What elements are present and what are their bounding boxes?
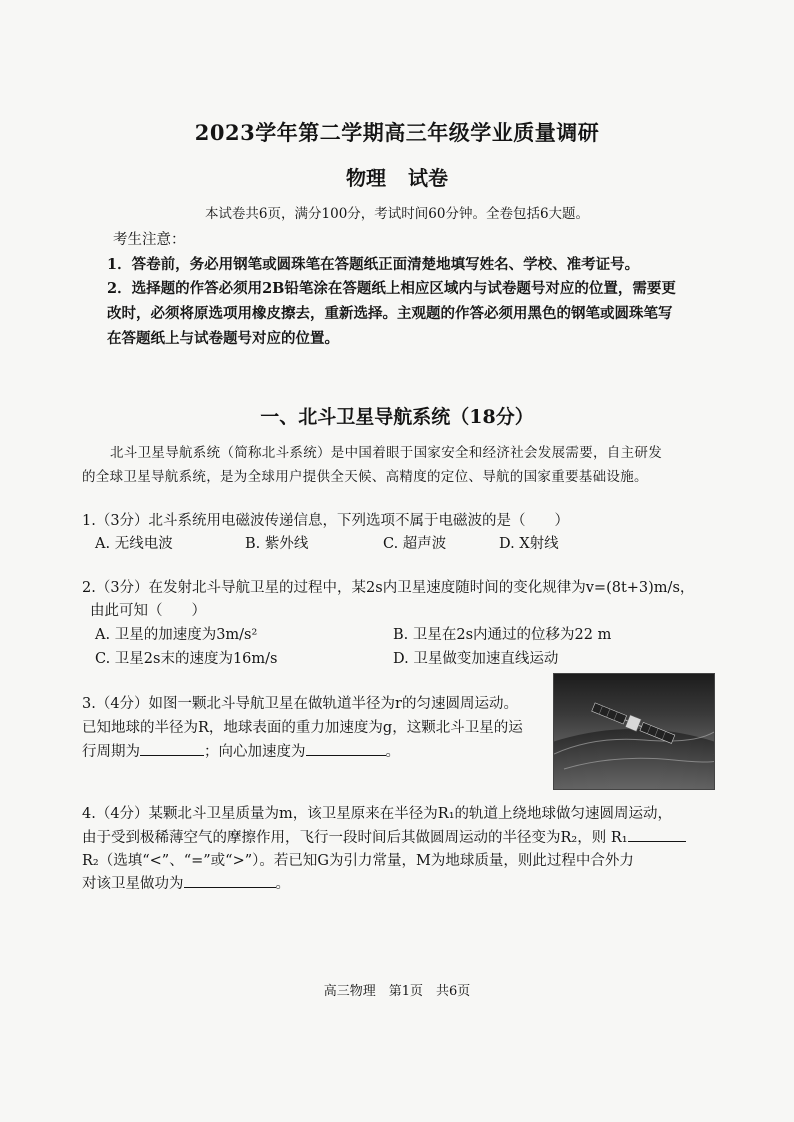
notice-line-3: 改时，必须将原选项用橡皮擦去，重新选择。主观题的作答必须用黑色的钢笔或圆珠笔写 xyxy=(107,305,673,322)
q3-text-a: 行周期为 xyxy=(82,744,140,760)
q3-line-2: 已知地球的半径为R，地球表面的重力加速度为g，这颗北斗卫星的运 xyxy=(82,720,523,736)
satellite-illustration xyxy=(554,674,714,789)
page-footer: 高三物理 第1页 共6页 xyxy=(323,984,471,999)
q2-option-b: B. 卫星在2s内通过的位移为22 m xyxy=(393,627,612,643)
q1-option-d: D. X射线 xyxy=(499,536,559,552)
q4-line-1: 4.（4分）某颗北斗卫星质量为m，该卫星原来在半径为R₁的轨道上绕地球做匀速圆周运动， xyxy=(82,806,673,822)
notice-line-1: 1．答卷前，务必用钢笔或圆珠笔在答题纸正面清楚地填写姓名、学校、准考证号。 xyxy=(107,256,640,273)
q3-line-1: 3.（4分）如图一颗北斗导航卫星在做轨道半径为r的匀速圆周运动。 xyxy=(82,696,518,712)
q4-line-4 xyxy=(82,872,290,893)
q4-text-2a: 由于受到极稀薄空气的摩擦作用，飞行一段时间后其做圆周运动的半径变为R₂，则 R₁ xyxy=(82,830,628,846)
q4-text-4b: 。 xyxy=(275,876,290,892)
section-intro-1: 北斗卫星导航系统（简称北斗系统）是中国着眼于国家安全和经济社会发展需要，自主研发 xyxy=(110,445,662,461)
q2-option-c: C. 卫星2s末的速度为16m/s xyxy=(95,651,278,667)
q4-answer-blank-2[interactable] xyxy=(184,873,276,888)
notice-line-2: 2．选择题的作答必须用2B铅笔涂在答题纸上相应区域内与试卷题号对应的位置，需要更 xyxy=(107,280,676,297)
exam-title: 2023学年第二学期高三年级学业质量调研 xyxy=(194,120,600,145)
q4-text-4a: 对该卫星做功为 xyxy=(82,876,184,892)
q3-line-3 xyxy=(82,740,400,761)
exam-subtitle xyxy=(0,162,794,191)
q4-line-2 xyxy=(82,826,686,847)
q2-option-d: D. 卫星做变加速直线运动 xyxy=(393,651,559,667)
q3-text-b: ；向心加速度为 xyxy=(204,744,306,760)
q1-option-a: A. 无线电波 xyxy=(95,536,173,552)
satellite-photo xyxy=(553,673,715,790)
notice-line-4: 在答题纸上与试卷题号对应的位置。 xyxy=(107,330,339,347)
q3-answer-blank-1[interactable] xyxy=(140,741,204,756)
q4-answer-blank-1[interactable] xyxy=(628,827,686,842)
paper-label: 试卷 xyxy=(408,166,448,190)
section-intro-2: 的全球卫星导航系统，是为全球用户提供全天候、高精度的定位、导航的国家重要基础设施。 xyxy=(82,469,648,485)
q2-stem-2: 由此可知（ ） xyxy=(90,603,206,619)
q2-option-a: A. 卫星的加速度为3m/s² xyxy=(95,627,258,643)
q4-line-3: R₂（选填“<”、“=”或“>”）。若已知G为引力常量，M为地球质量，则此过程中合外力 xyxy=(82,853,634,869)
q3-answer-blank-2[interactable] xyxy=(306,741,386,756)
subject-label: 物理 xyxy=(346,166,386,190)
q2-stem: 2.（3分）在发射北斗导航卫星的过程中，某2s内卫星速度随时间的变化规律为v=(8t+3)m/s， xyxy=(82,580,695,596)
section-title: 一、北斗卫星导航系统（18分） xyxy=(260,406,534,428)
q1-option-c: C. 超声波 xyxy=(383,536,447,552)
q1-stem: 1.（3分）北斗系统用电磁波传递信息，下列选项不属于电磁波的是（ ） xyxy=(82,513,570,529)
q3-text-c: 。 xyxy=(385,744,400,760)
q1-option-b: B. 紫外线 xyxy=(245,536,309,552)
exam-info: 本试卷共6页，满分100分，考试时间60分钟。全卷包括6大题。 xyxy=(204,206,590,222)
notice-heading: 考生注意： xyxy=(113,232,186,248)
